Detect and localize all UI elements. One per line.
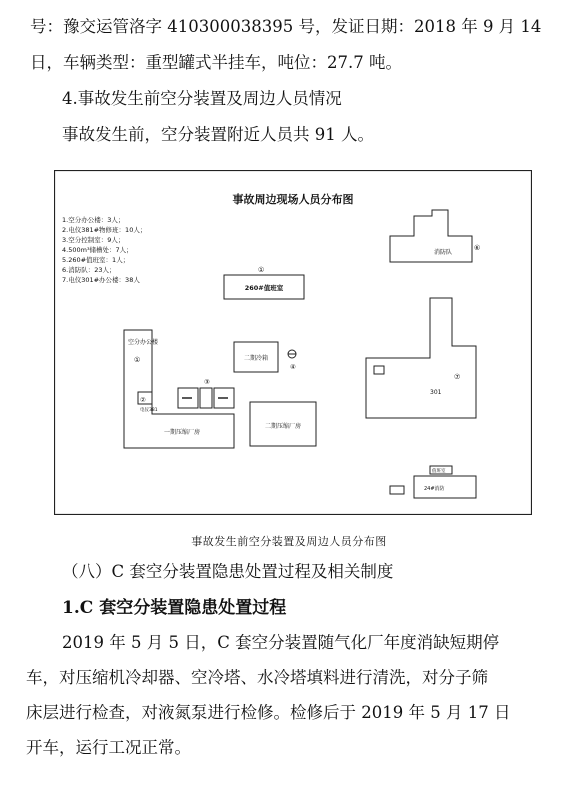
site-personnel-diagram <box>54 170 532 515</box>
marker-office: ① <box>134 356 141 364</box>
building-office-label: 空分办公楼 <box>128 339 159 346</box>
subsection-heading: 1.C 套空分装置隐患处置过程 <box>62 598 287 618</box>
body-line-2: 日，车辆类型：重型罐式半挂车，吨位：27.7 吨。 <box>30 53 402 72</box>
section-heading-8: （八）C 套空分装置隐患处置过程及相关制度 <box>62 562 394 581</box>
section-heading-4: 4.事故发生前空分装置及周边人员情况 <box>62 89 342 108</box>
building-24-label: 24#消防 <box>424 486 445 492</box>
figure-caption: 事故发生前空分装置及周边人员分布图 <box>191 535 387 548</box>
building-fire-label: 消防队 <box>434 249 453 256</box>
legend-item: 2.电仪381#物修班：10人； <box>62 226 147 234</box>
building-301-label: 301 <box>430 389 442 396</box>
marker-6: ⑥ <box>474 244 481 252</box>
body-line-1: 号：豫交运管洛字 410300038395 号，发证日期：2018 年 9 月 14 <box>30 17 542 36</box>
plant-1-label: 一期压缩厂房 <box>163 429 201 436</box>
marker-1: ① <box>258 266 265 274</box>
legend-item: 7.电仪301#办公楼：38人 <box>62 276 140 284</box>
paragraph-line-3: 床层进行检查，对液氮泵进行检修。检修后于 2019 年 5 月 17 日 <box>26 703 511 722</box>
legend-item: 1.空分办公楼：3人； <box>62 216 125 224</box>
building-381-label: 电仪381 <box>140 408 158 413</box>
marker-2: ② <box>140 396 146 404</box>
plant-2-label: 二期压缩厂房 <box>264 423 302 430</box>
paragraph-line-1: 2019 年 5 月 5 日，C 套空分装置随气化厂年度消缺短期停 <box>62 633 500 652</box>
marker-3: ③ <box>204 378 210 386</box>
paragraph-line-4: 开车，运行工况正常。 <box>26 738 191 757</box>
legend-item: 3.空分控制室：9人； <box>62 236 125 244</box>
paragraph-line-2: 车，对压缩机冷却器、空冷塔、水冷塔填料进行清洗，对分子筛 <box>26 668 488 687</box>
legend-item: 5.260#值班室：1人； <box>62 256 130 264</box>
marker-7: ⑦ <box>454 373 461 381</box>
legend-item: 4.500m³储槽处：7人； <box>62 246 133 254</box>
building-260-label: 260#值班室 <box>244 284 284 292</box>
legend-item: 6.消防队：23人； <box>62 266 116 274</box>
body-line-3: 事故发生前，空分装置附近人员共 91 人。 <box>62 125 374 144</box>
diagram-title: 事故周边现场人员分布图 <box>232 193 354 206</box>
diagram-frame <box>55 171 532 515</box>
marker-4: ④ <box>290 363 296 371</box>
building-small-label: 值班室 <box>432 469 446 474</box>
building-coldbox-label: 二期冷箱 <box>243 355 269 362</box>
